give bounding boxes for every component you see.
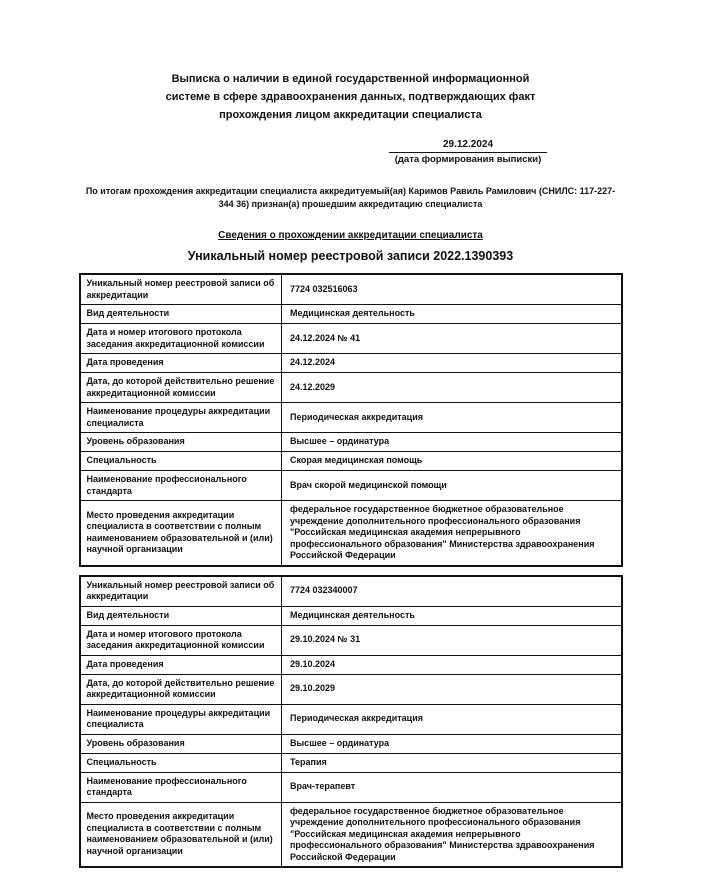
document-title <box>0 70 701 124</box>
accreditation-table-1 <box>79 273 623 567</box>
row-value: Скорая медицинская помощь <box>282 452 622 471</box>
row-label: Уникальный номер реестровой записи об аккредитации <box>80 576 282 607</box>
table-row <box>80 305 622 324</box>
table-row <box>80 655 622 674</box>
extract-date: 29.12.2024 <box>389 138 547 153</box>
table-row <box>80 324 622 354</box>
row-value: Высшее – ординатура <box>282 734 622 753</box>
row-label: Наименование профессионального стандарта <box>80 772 282 802</box>
intro-paragraph <box>0 185 701 211</box>
table-row <box>80 576 622 607</box>
row-value: 24.12.2029 <box>282 373 622 403</box>
table-row <box>80 625 622 655</box>
row-label: Уникальный номер реестровой записи об аккредитации <box>80 274 282 305</box>
document-title-line: Выписка о наличии в единой государственной информационной <box>171 73 530 85</box>
row-value: Высшее – ординатура <box>282 433 622 452</box>
row-value: 29.10.2024 <box>282 655 622 674</box>
table-row <box>80 354 622 373</box>
row-label: Дата проведения <box>80 655 282 674</box>
row-label: Дата и номер итогового протокола заседания аккредитационной комиссии <box>80 625 282 655</box>
extract-date-block <box>389 138 547 166</box>
row-value: 29.10.2024 № 31 <box>282 625 622 655</box>
accreditation-table-2 <box>79 575 623 869</box>
table-row <box>80 772 622 802</box>
table-row <box>80 274 622 305</box>
row-value: 7724 032516063 <box>282 274 622 305</box>
row-value: Периодическая аккредитация <box>282 704 622 734</box>
document-title-line: системе в сфере здравоохранения данных, подтверждающих факт <box>165 91 536 103</box>
row-value: Терапия <box>282 753 622 772</box>
table-row <box>80 704 622 734</box>
row-label: Специальность <box>80 753 282 772</box>
intro-line: 344 36) признан(а) прошедшим аккредитацию специалиста <box>218 199 483 209</box>
table-row <box>80 471 622 501</box>
table-row <box>80 606 622 625</box>
row-value: 24.12.2024 № 41 <box>282 324 622 354</box>
row-value: 7724 032340007 <box>282 576 622 607</box>
row-value: Врач-терапевт <box>282 772 622 802</box>
extract-date-caption: (дата формирования выписки) <box>394 154 542 165</box>
table-row <box>80 452 622 471</box>
intro-line: По итогам прохождения аккредитации специалиста аккредитуемый(ая) Каримов Равиль Рамилович (СНИЛС: 117-227- <box>85 186 616 196</box>
row-value: 24.12.2024 <box>282 354 622 373</box>
row-label: Уровень образования <box>80 734 282 753</box>
table-row <box>80 373 622 403</box>
document-title-line: прохождения лицом аккредитации специалиста <box>219 109 482 121</box>
row-label: Дата, до которой действительно решение аккредитационной комиссии <box>80 674 282 704</box>
row-value: федеральное государственное бюджетное образовательное учреждение дополнительного профессионального образования "Российская медицинская академия непрерывного профессионального образования" Министерства здравоохранения Российской Федерации <box>282 501 622 566</box>
row-value: Медицинская деятельность <box>282 305 622 324</box>
row-label: Вид деятельности <box>80 305 282 324</box>
table-row <box>80 501 622 566</box>
row-value: Медицинская деятельность <box>282 606 622 625</box>
table-row <box>80 674 622 704</box>
registry-number-heading: Уникальный номер реестровой записи 2022.1390393 <box>187 249 514 263</box>
row-label: Место проведения аккредитации специалиста в соответствии с полным наименованием образовательной и (или) научной организации <box>80 501 282 566</box>
table-row <box>80 734 622 753</box>
row-label: Уровень образования <box>80 433 282 452</box>
section-heading: Сведения о прохождении аккредитации специалиста <box>218 230 483 241</box>
row-label: Специальность <box>80 452 282 471</box>
table-row <box>80 433 622 452</box>
row-label: Наименование процедуры аккредитации специалиста <box>80 403 282 433</box>
row-value: Врач скорой медицинской помощи <box>282 471 622 501</box>
row-label: Наименование профессионального стандарта <box>80 471 282 501</box>
row-label: Дата и номер итогового протокола заседания аккредитационной комиссии <box>80 324 282 354</box>
table-row <box>80 753 622 772</box>
row-label: Наименование процедуры аккредитации специалиста <box>80 704 282 734</box>
row-label: Дата, до которой действительно решение аккредитационной комиссии <box>80 373 282 403</box>
table-row <box>80 403 622 433</box>
row-label: Место проведения аккредитации специалиста в соответствии с полным наименованием образовательной и (или) научной организации <box>80 802 282 867</box>
row-value: федеральное государственное бюджетное образовательное учреждение дополнительного профессионального образования "Российская медицинская академия непрерывного профессионального образования" Министерства здравоохранения Российской Федерации <box>282 802 622 867</box>
row-value: 29.10.2029 <box>282 674 622 704</box>
table-row <box>80 802 622 867</box>
row-value: Периодическая аккредитация <box>282 403 622 433</box>
row-label: Вид деятельности <box>80 606 282 625</box>
row-label: Дата проведения <box>80 354 282 373</box>
